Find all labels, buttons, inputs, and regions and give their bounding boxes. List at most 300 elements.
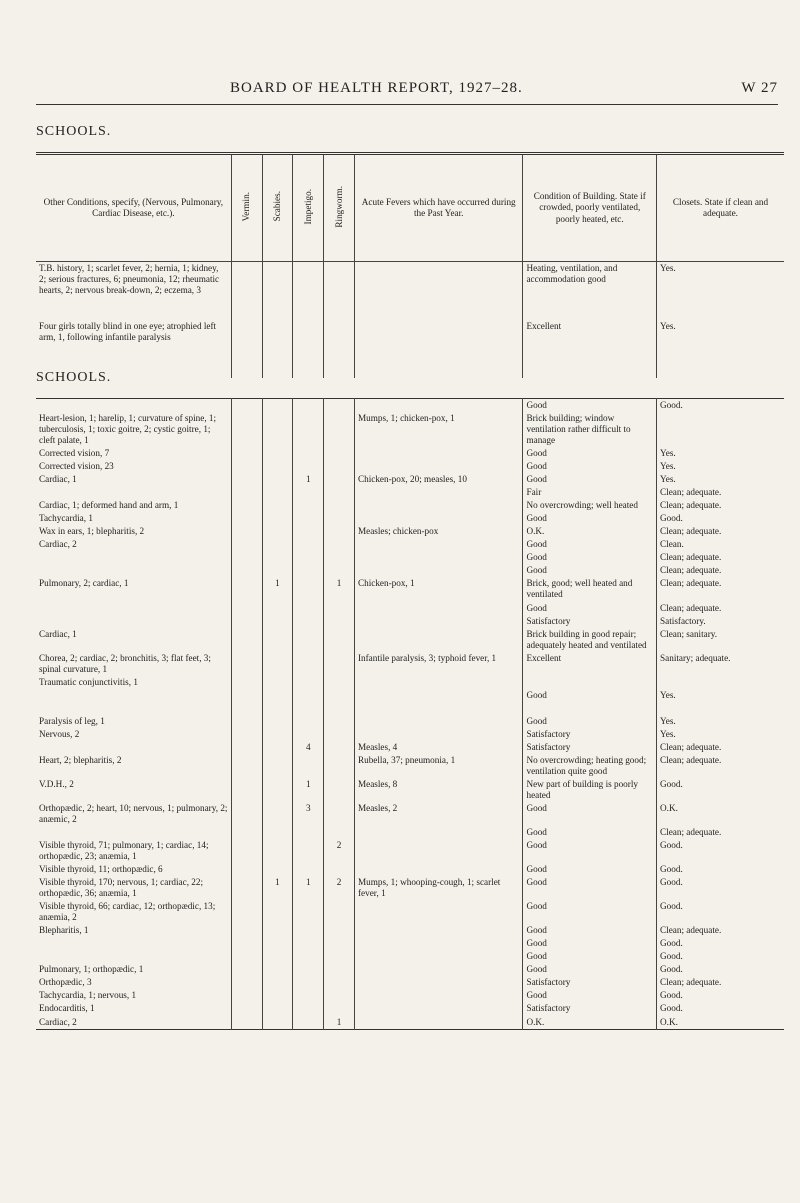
cell-scabies <box>262 976 293 989</box>
cell-impetigo <box>293 863 324 876</box>
cell-vermin <box>231 937 262 950</box>
cell-conditions: Cardiac, 1; deformed hand and arm, 1 <box>39 500 179 511</box>
cell-conditions: Four girls totally blind in one eye; atrophied left arm, 1, following infantile paralysis <box>39 321 217 343</box>
cell-fevers <box>354 628 523 652</box>
header-impetigo: Impetigo. <box>293 154 324 262</box>
table-header-row <box>36 154 784 262</box>
cell-building: Good <box>523 447 657 460</box>
cell-impetigo <box>293 1016 324 1030</box>
cell-impetigo <box>293 262 324 321</box>
cell-closets: Clean; sanitary. <box>657 628 784 652</box>
cell-closets: Yes. <box>657 460 784 473</box>
cell-vermin <box>231 839 262 863</box>
cell-vermin <box>231 676 262 689</box>
cell-scabies <box>262 963 293 976</box>
cell-conditions: Cardiac, 1 <box>39 474 77 485</box>
cell-building: Good <box>523 460 657 473</box>
cell-vermin <box>231 447 262 460</box>
cell-closets: Good. <box>657 876 784 900</box>
cell-building: Good <box>523 839 657 863</box>
cell-closets: Good. <box>657 989 784 1002</box>
cell-scabies <box>262 676 293 689</box>
cell-closets: Good. <box>657 950 784 963</box>
cell-closets: Clean; adequate. <box>657 924 784 937</box>
cell-impetigo <box>293 564 324 577</box>
cell-impetigo <box>293 715 324 728</box>
cell-closets: Clean; adequate. <box>657 525 784 538</box>
cell-fevers <box>354 963 523 976</box>
cell-building: New part of building is poorly heated <box>523 778 657 802</box>
cell-scabies <box>262 950 293 963</box>
cell-fevers: Mumps, 1; whooping-cough, 1; scarlet fever, 1 <box>354 876 523 900</box>
cell-fevers <box>354 564 523 577</box>
cell-fevers <box>354 950 523 963</box>
cell-closets: Clean; adequate. <box>657 577 784 601</box>
cell-impetigo <box>293 486 324 499</box>
cell-fevers: Measles; chicken-pox <box>354 525 523 538</box>
cell-closets: Yes. <box>657 689 784 702</box>
cell-impetigo: 1 <box>293 473 324 486</box>
table-row <box>36 778 784 802</box>
cell-building <box>523 702 657 715</box>
cell-fevers <box>354 839 523 863</box>
table-row <box>36 447 784 460</box>
cell-building: Brick, good; well heated and ventilated <box>523 577 657 601</box>
cell-closets: Good. <box>657 937 784 950</box>
section-heading: SCHOOLS. <box>36 124 112 139</box>
cell-impetigo <box>293 602 324 615</box>
cell-closets: Clean. <box>657 538 784 551</box>
cell-scabies <box>262 551 293 564</box>
cell-conditions: Cardiac, 1 <box>39 628 77 639</box>
cell-conditions <box>36 741 231 754</box>
table-row <box>36 863 784 876</box>
cell-ringworm <box>324 802 355 826</box>
table-row <box>36 577 784 601</box>
cell-fevers: Measles, 2 <box>354 802 523 826</box>
cell-impetigo <box>293 937 324 950</box>
table-row <box>36 963 784 976</box>
cell-vermin <box>231 512 262 525</box>
cell-scabies <box>262 1016 293 1030</box>
table-row <box>36 676 784 689</box>
cell-ringworm: 1 <box>324 577 355 601</box>
cell-scabies <box>262 989 293 1002</box>
cell-ringworm <box>324 447 355 460</box>
cell-impetigo <box>293 551 324 564</box>
table-row <box>36 741 784 754</box>
cell-closets: Clean; adequate. <box>657 826 784 839</box>
cell-ringworm <box>324 564 355 577</box>
cell-fevers <box>354 863 523 876</box>
cell-fevers <box>354 715 523 728</box>
cell-scabies <box>262 615 293 628</box>
cell-fevers <box>354 615 523 628</box>
schools-table-1 <box>36 152 784 378</box>
table-row <box>36 473 784 486</box>
cell-impetigo <box>293 512 324 525</box>
cell-ringworm <box>324 460 355 473</box>
cell-building: Good <box>523 826 657 839</box>
header-building: Condition of Building. State if crowded, poorly ventilated, poorly heated, etc. <box>523 154 657 262</box>
cell-conditions: Heart-lesion, 1; harelip, 1; curvature of spine, 1; tuberculosis, 1; toxic goitre, 2; cystic goitre, 1; cleft palate, 1 <box>39 413 217 446</box>
cell-ringworm <box>324 937 355 950</box>
cell-scabies <box>262 512 293 525</box>
cell-impetigo <box>293 754 324 778</box>
cell-scabies <box>262 320 293 378</box>
cell-building: Good <box>523 863 657 876</box>
cell-vermin <box>231 262 262 321</box>
cell-closets: Clean; adequate. <box>657 602 784 615</box>
cell-vermin <box>231 564 262 577</box>
cell-closets: Good. <box>657 512 784 525</box>
cell-scabies <box>262 262 293 321</box>
table-row <box>36 937 784 950</box>
cell-fevers <box>354 538 523 551</box>
cell-vermin <box>231 460 262 473</box>
cell-building: Excellent <box>523 652 657 676</box>
cell-impetigo <box>293 399 324 413</box>
cell-scabies <box>262 486 293 499</box>
cell-fevers <box>354 937 523 950</box>
table-row <box>36 989 784 1002</box>
cell-closets: Clean; adequate. <box>657 486 784 499</box>
cell-conditions: Cardiac, 2 <box>39 539 77 550</box>
cell-ringworm <box>324 473 355 486</box>
cell-conditions: Endocarditis, 1 <box>39 1003 95 1014</box>
table-row <box>36 615 784 628</box>
cell-scabies <box>262 499 293 512</box>
cell-vermin <box>231 778 262 802</box>
cell-ringworm <box>324 989 355 1002</box>
cell-building: Good <box>523 715 657 728</box>
cell-ringworm <box>324 399 355 413</box>
section-heading-2: SCHOOLS. <box>36 370 112 385</box>
header-ringworm: Ringworm. <box>324 154 355 262</box>
cell-ringworm <box>324 826 355 839</box>
table-row <box>36 715 784 728</box>
cell-impetigo: 3 <box>293 802 324 826</box>
cell-impetigo <box>293 652 324 676</box>
cell-vermin <box>231 950 262 963</box>
table-row <box>36 628 784 652</box>
cell-scabies <box>262 447 293 460</box>
cell-scabies <box>262 900 293 924</box>
cell-building: O.K. <box>523 525 657 538</box>
header-vermin: Vermin. <box>231 154 262 262</box>
cell-ringworm <box>324 728 355 741</box>
cell-scabies <box>262 778 293 802</box>
cell-ringworm <box>324 525 355 538</box>
cell-conditions: Cardiac, 2 <box>39 1016 77 1027</box>
table-row <box>36 499 784 512</box>
cell-closets: Good. <box>657 863 784 876</box>
cell-scabies <box>262 741 293 754</box>
cell-ringworm <box>324 741 355 754</box>
cell-ringworm <box>324 689 355 702</box>
cell-fevers <box>354 1016 523 1030</box>
cell-fevers <box>354 262 523 321</box>
header-closets: Closets. State if clean and adequate. <box>657 154 784 262</box>
cell-conditions: Visible thyroid, 170; nervous, 1; cardiac, 22; orthopædic, 36; anæmia, 1 <box>39 877 204 899</box>
cell-impetigo <box>293 728 324 741</box>
cell-scabies <box>262 628 293 652</box>
cell-ringworm: 2 <box>324 876 355 900</box>
cell-conditions <box>36 615 231 628</box>
cell-impetigo: 1 <box>293 778 324 802</box>
table-row <box>36 1016 784 1030</box>
cell-scabies <box>262 564 293 577</box>
cell-fevers <box>354 499 523 512</box>
cell-conditions <box>36 486 231 499</box>
cell-scabies <box>262 473 293 486</box>
cell-building: Good <box>523 473 657 486</box>
cell-ringworm <box>324 412 355 447</box>
cell-building: Good <box>523 512 657 525</box>
cell-conditions: Traumatic conjunctivitis, 1 <box>39 676 138 687</box>
cell-ringworm <box>324 702 355 715</box>
table-row <box>36 728 784 741</box>
cell-building: Good <box>523 876 657 900</box>
cell-vermin <box>231 525 262 538</box>
table-row <box>36 702 784 715</box>
cell-ringworm <box>324 924 355 937</box>
cell-closets: Yes. <box>657 728 784 741</box>
cell-vermin <box>231 538 262 551</box>
cell-closets: Clean; adequate. <box>657 741 784 754</box>
cell-building: Satisfactory <box>523 615 657 628</box>
table-row <box>36 262 784 321</box>
cell-closets <box>657 676 784 689</box>
cell-impetigo <box>293 628 324 652</box>
cell-vermin <box>231 1016 262 1030</box>
cell-closets: Yes. <box>657 473 784 486</box>
page-header <box>38 80 778 100</box>
cell-building: Good <box>523 937 657 950</box>
cell-ringworm <box>324 551 355 564</box>
cell-fevers <box>354 1002 523 1015</box>
cell-scabies <box>262 826 293 839</box>
cell-closets: Yes. <box>657 320 784 378</box>
cell-vermin <box>231 963 262 976</box>
cell-ringworm <box>324 950 355 963</box>
cell-fevers <box>354 399 523 413</box>
table-row <box>36 754 784 778</box>
cell-building: No overcrowding; well heated <box>523 499 657 512</box>
cell-vermin <box>231 399 262 413</box>
cell-conditions: T.B. history, 1; scarlet fever, 2; hernia, 1; kidney, 2; serious fractures, 6; pneumonia, 12; rheumatic hearts, 2; nervous break-down, 2; eczema, 3 <box>39 263 220 296</box>
cell-closets <box>657 702 784 715</box>
cell-vermin <box>231 486 262 499</box>
table-row <box>36 525 784 538</box>
cell-fevers <box>354 602 523 615</box>
cell-closets: Good. <box>657 963 784 976</box>
table-row <box>36 486 784 499</box>
cell-ringworm <box>324 863 355 876</box>
cell-closets: Yes. <box>657 447 784 460</box>
cell-building: Satisfactory <box>523 741 657 754</box>
cell-fevers: Chicken-pox, 20; measles, 10 <box>354 473 523 486</box>
cell-scabies <box>262 839 293 863</box>
cell-fevers <box>354 460 523 473</box>
cell-impetigo <box>293 839 324 863</box>
cell-conditions: Nervous, 2 <box>39 728 80 739</box>
cell-building: Good <box>523 564 657 577</box>
cell-closets: Satisfactory. <box>657 615 784 628</box>
cell-ringworm <box>324 538 355 551</box>
cell-impetigo <box>293 499 324 512</box>
cell-fevers <box>354 900 523 924</box>
cell-scabies <box>262 689 293 702</box>
cell-scabies <box>262 702 293 715</box>
cell-vermin <box>231 876 262 900</box>
table-row <box>36 652 784 676</box>
cell-conditions: Blepharitis, 1 <box>39 925 89 936</box>
cell-vermin <box>231 473 262 486</box>
cell-vermin <box>231 989 262 1002</box>
cell-conditions: Visible thyroid, 71; pulmonary, 1; cardiac, 14; orthopædic, 23; anæmia, 1 <box>39 840 209 862</box>
cell-conditions <box>36 826 231 839</box>
header-conditions: Other Conditions, specify, (Nervous, Pulmonary, Cardiac Disease, etc.). <box>36 154 231 262</box>
cell-conditions: Paralysis of leg, 1 <box>39 715 105 726</box>
cell-closets: Yes. <box>657 715 784 728</box>
cell-fevers <box>354 702 523 715</box>
header-fevers: Acute Fevers which have occurred during the Past Year. <box>354 154 523 262</box>
cell-building: Good <box>523 689 657 702</box>
table-row <box>36 564 784 577</box>
cell-building: Satisfactory <box>523 976 657 989</box>
table-row <box>36 689 784 702</box>
cell-scabies <box>262 399 293 413</box>
table-row <box>36 460 784 473</box>
cell-vermin <box>231 863 262 876</box>
cell-ringworm <box>324 963 355 976</box>
cell-vermin <box>231 615 262 628</box>
cell-closets <box>657 412 784 447</box>
cell-conditions <box>36 602 231 615</box>
cell-vermin <box>231 652 262 676</box>
cell-ringworm <box>324 754 355 778</box>
cell-scabies <box>262 802 293 826</box>
cell-ringworm <box>324 512 355 525</box>
table-row <box>36 802 784 826</box>
cell-impetigo: 4 <box>293 741 324 754</box>
cell-impetigo <box>293 320 324 378</box>
cell-fevers <box>354 826 523 839</box>
cell-fevers: Measles, 8 <box>354 778 523 802</box>
cell-building: No overcrowding; heating good; ventilation quite good <box>523 754 657 778</box>
cell-building <box>523 676 657 689</box>
cell-impetigo <box>293 676 324 689</box>
cell-ringworm <box>324 262 355 321</box>
cell-closets: O.K. <box>657 1016 784 1030</box>
cell-vermin <box>231 602 262 615</box>
cell-ringworm: 1 <box>324 1016 355 1030</box>
cell-ringworm <box>324 486 355 499</box>
cell-conditions: Tachycardia, 1; nervous, 1 <box>39 990 137 1001</box>
cell-vermin <box>231 924 262 937</box>
cell-building: Fair <box>523 486 657 499</box>
cell-fevers <box>354 728 523 741</box>
cell-vermin <box>231 628 262 652</box>
cell-fevers <box>354 551 523 564</box>
cell-closets: Clean; adequate. <box>657 754 784 778</box>
cell-vermin <box>231 741 262 754</box>
cell-building: Satisfactory <box>523 728 657 741</box>
cell-vermin <box>231 499 262 512</box>
cell-scabies <box>262 863 293 876</box>
cell-scabies <box>262 1002 293 1015</box>
cell-conditions <box>36 950 231 963</box>
cell-fevers <box>354 320 523 378</box>
cell-impetigo <box>293 950 324 963</box>
cell-vermin <box>231 412 262 447</box>
cell-ringworm <box>324 676 355 689</box>
cell-scabies <box>262 525 293 538</box>
cell-scabies <box>262 412 293 447</box>
cell-impetigo <box>293 538 324 551</box>
cell-scabies <box>262 460 293 473</box>
cell-impetigo <box>293 1002 324 1015</box>
cell-building: Good <box>523 602 657 615</box>
cell-ringworm <box>324 715 355 728</box>
cell-conditions: Visible thyroid, 11; orthopædic, 6 <box>39 864 163 875</box>
cell-impetigo <box>293 702 324 715</box>
cell-closets: Good. <box>657 778 784 802</box>
cell-building: Good <box>523 900 657 924</box>
cell-ringworm <box>324 900 355 924</box>
cell-fevers: Infantile paralysis, 3; typhoid fever, 1 <box>354 652 523 676</box>
table-row <box>36 976 784 989</box>
table-row <box>36 950 784 963</box>
cell-building: Excellent <box>523 320 657 378</box>
cell-fevers: Chicken-pox, 1 <box>354 577 523 601</box>
cell-scabies: 1 <box>262 876 293 900</box>
cell-conditions <box>36 399 231 413</box>
cell-scabies <box>262 715 293 728</box>
cell-ringworm <box>324 628 355 652</box>
cell-fevers <box>354 989 523 1002</box>
table-row <box>36 412 784 447</box>
cell-vermin <box>231 715 262 728</box>
cell-conditions: Pulmonary, 1; orthopædic, 1 <box>39 964 144 975</box>
cell-building: Brick building; window ventilation rather difficult to manage <box>523 412 657 447</box>
cell-ringworm <box>324 778 355 802</box>
cell-scabies <box>262 937 293 950</box>
cell-closets: Good. <box>657 1002 784 1015</box>
cell-ringworm <box>324 652 355 676</box>
cell-building: Good <box>523 551 657 564</box>
cell-closets: Sanitary; adequate. <box>657 652 784 676</box>
schools-table-2 <box>36 398 784 1030</box>
page-number: W 27 <box>741 80 778 96</box>
cell-conditions: Corrected vision, 7 <box>39 448 110 459</box>
cell-fevers: Mumps, 1; chicken-pox, 1 <box>354 412 523 447</box>
table-row <box>36 900 784 924</box>
cell-scabies <box>262 602 293 615</box>
cell-conditions: Corrected vision, 23 <box>39 461 114 472</box>
cell-impetigo <box>293 826 324 839</box>
cell-conditions: Tachycardia, 1 <box>39 513 93 524</box>
table-row <box>36 826 784 839</box>
table-row <box>36 924 784 937</box>
cell-building: Heating, ventilation, and accommodation good <box>523 262 657 321</box>
cell-conditions <box>36 689 231 702</box>
cell-vermin <box>231 551 262 564</box>
cell-conditions <box>36 702 231 715</box>
cell-fevers <box>354 689 523 702</box>
cell-building: Brick building in good repair; adequately heated and ventilated <box>523 628 657 652</box>
